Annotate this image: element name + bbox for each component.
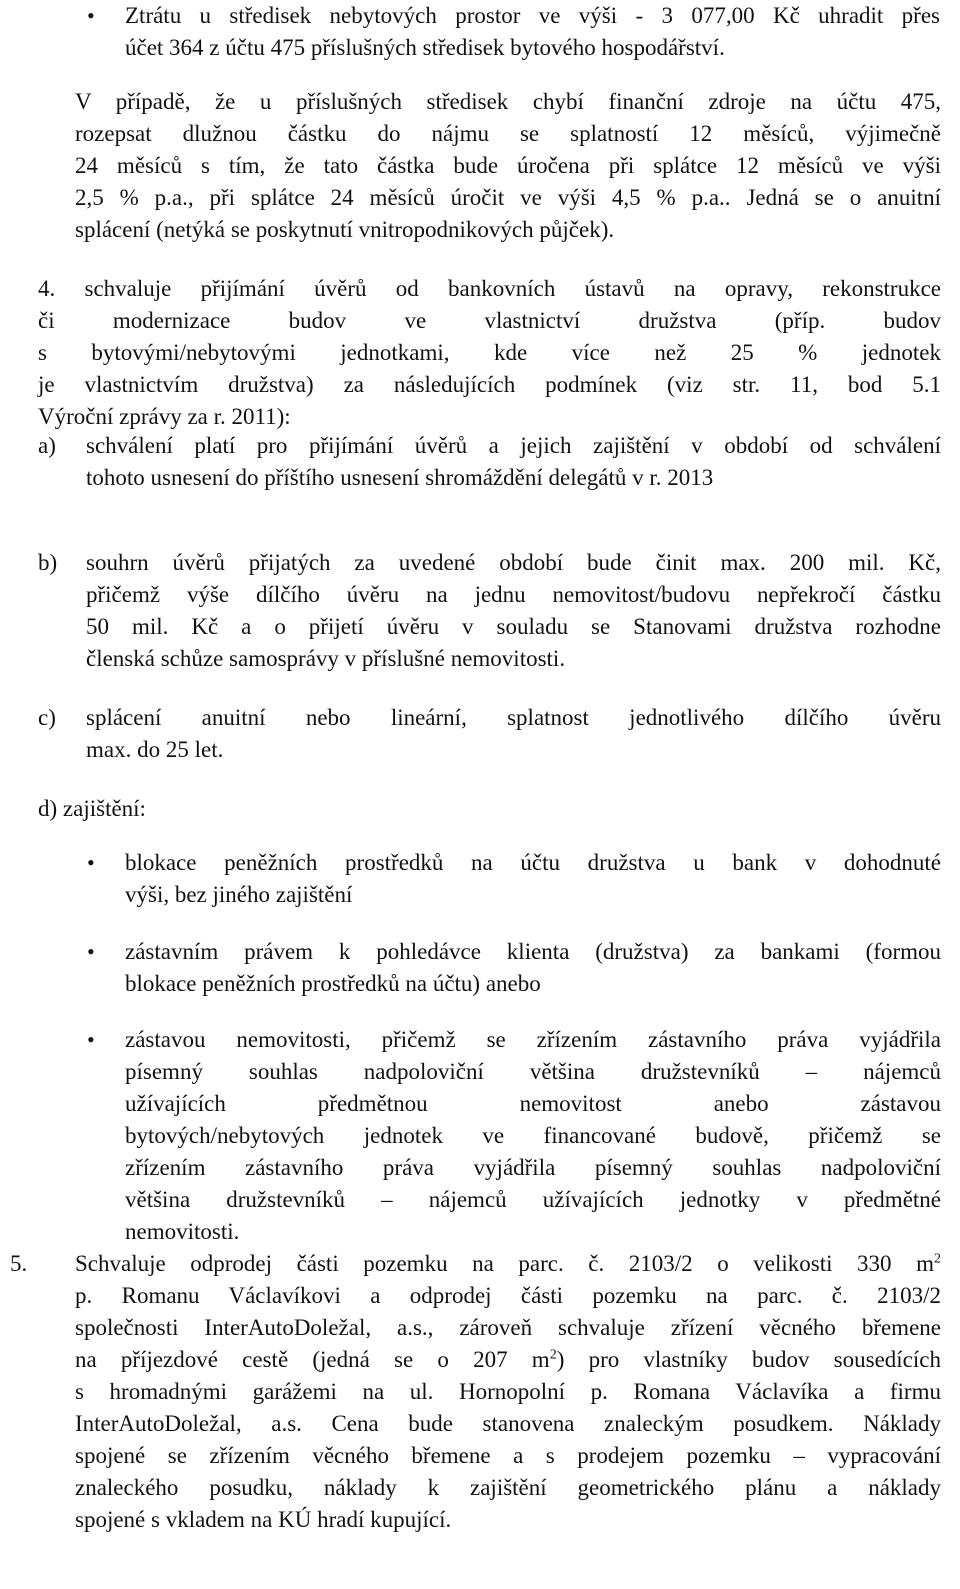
text-line: 2,5 % p.a., při splátce 24 měsíců úročit ve výši 4,5 % p.a.. Jedná se o anuitní <box>75 185 941 210</box>
text-line: tohoto usnesení do příštího usnesení shromáždění delegátů v r. 2013 <box>86 465 714 490</box>
text-line: členská schůze samosprávy v příslušné nemovitosti. <box>86 646 566 671</box>
text-line: společnosti InterAutoDoležal, a.s., zároveň schvaluje zřízení věcného břemene <box>75 1315 941 1340</box>
text-line: Výroční zprávy za r. 2011): <box>38 404 291 429</box>
d-bullet-1 <box>125 847 941 911</box>
text-line: účet 364 z účtu 475 příslušných středisek bytového hospodářství. <box>125 35 725 60</box>
text-line: max. do 25 let. <box>86 737 224 762</box>
text-line: s hromadnými garážemi na ul. Hornopolní p. Romana Václavíka a firmu <box>75 1379 941 1404</box>
item-text: schvaluje přijímání úvěrů od bankovních ústavů na opravy, rekonstrukce <box>84 276 941 301</box>
sub-a-label: a) <box>38 433 56 458</box>
superscript: 2 <box>549 1347 557 1363</box>
text-line: zástavním právem k pohledávce klienta (družstva) za bankami (formou <box>125 939 941 964</box>
text-line: je vlastnictvím družstva) za následujících podmínek (viz str. 11, bod 5.1 <box>38 372 941 397</box>
sub-c-label: c) <box>38 705 56 730</box>
d-bullet-3 <box>125 1024 941 1248</box>
superscript: 2 <box>934 1251 941 1267</box>
text-line: blokace peněžních prostředků na účtu družstva u bank v dohodnuté <box>125 850 941 875</box>
item-5-number: 5. <box>10 1251 28 1276</box>
text-line: zástavou nemovitosti, přičemž se zřízením zástavního práva vyjádřila <box>125 1027 941 1052</box>
text-line: nemovitosti. <box>125 1219 240 1244</box>
text-fragment: ) pro vlastníky budov sousedících <box>556 1347 941 1372</box>
text-line: 24 měsíců s tím, že tato částka bude úročena při splátce 12 měsíců ve výši <box>75 153 941 178</box>
bullet-marker: • <box>87 850 95 875</box>
text-line: spojené se zřízením věcného břemene a s prodejem pozemku – vypracování <box>75 1443 941 1468</box>
text-line: užívajících předmětnou nemovitost anebo zástavou <box>125 1091 941 1116</box>
bullet-marker: • <box>87 3 95 28</box>
text-line: 50 mil. Kč a o přijetí úvěru v souladu se Stanovami družstva rozhodne <box>86 614 941 639</box>
top-bullet-text <box>125 0 940 64</box>
sub-d-text: zajištění: <box>62 796 146 821</box>
sub-b-label: b) <box>38 550 58 575</box>
text-line: splácení (netýká se poskytnutí vnitropodnikových půjček). <box>75 217 615 242</box>
text-line: Ztrátu u středisek nebytových prostor ve výši - 3 077,00 Kč uhradit přes <box>125 3 940 28</box>
item-4 <box>38 273 941 433</box>
text-line: bytových/nebytových jednotek ve financované budově, přičemž se <box>125 1123 941 1148</box>
text-line: přičemž výše dílčího úvěru na jednu nemovitost/budovu nepřekročí částku <box>86 582 941 607</box>
text-line: písemný souhlas nadpoloviční většina družstevníků – nájemců <box>125 1059 941 1084</box>
text-line: většina družstevníků – nájemců užívajících jednotky v předmětné <box>125 1187 941 1212</box>
text-line <box>75 1248 941 1280</box>
text-line: zřízením zástavního práva vyjádřila písemný souhlas nadpoloviční <box>125 1155 941 1180</box>
text-fragment: na příjezdové cestě (jedná se o 207 m <box>75 1347 550 1372</box>
bullet-marker: • <box>87 939 95 964</box>
item-5-text <box>75 1248 941 1536</box>
text-line: V případě, že u příslušných středisek chybí finanční zdroje na účtu 475, <box>75 89 941 114</box>
sub-a-text <box>86 430 941 494</box>
sub-d-label: d) <box>38 796 58 821</box>
text-line: či modernizace budov ve vlastnictví družstva (příp. budov <box>38 308 941 333</box>
text-line: výši, bez jiného zajištění <box>125 882 353 907</box>
paragraph-financing <box>75 86 941 246</box>
item-number: 4. <box>38 276 56 301</box>
text-line: splácení anuitní nebo lineární, splatnost jednotlivého dílčího úvěru <box>86 705 941 730</box>
text-line <box>75 1344 941 1376</box>
text-line: InterAutoDoležal, a.s. Cena bude stanovena znaleckým posudkem. Náklady <box>75 1411 941 1436</box>
text-line: schválení platí pro přijímání úvěrů a jejich zajištění v období od schválení <box>86 433 941 458</box>
bullet-marker: • <box>87 1027 95 1052</box>
text-line: p. Romanu Václavíkovi a odprodej části pozemku na parc. č. 2103/2 <box>75 1283 941 1308</box>
d-bullet-2 <box>125 936 941 1000</box>
text-line: znaleckého posudku, náklady k zajištění geometrického plánu a náklady <box>75 1475 941 1500</box>
sub-d <box>38 793 146 825</box>
text-line: spojené s vkladem na KÚ hradí kupující. <box>75 1507 452 1532</box>
text-line: blokace peněžních prostředků na účtu) anebo <box>125 971 541 996</box>
text-line: rozepsat dlužnou částku do nájmu se splatností 12 měsíců, výjimečně <box>75 121 941 146</box>
sub-b-text <box>86 547 941 675</box>
text-line: souhrn úvěrů přijatých za uvedené období bude činit max. 200 mil. Kč, <box>86 550 941 575</box>
text-line <box>38 273 941 305</box>
text-line: s bytovými/nebytovými jednotkami, kde více než 25 % jednotek <box>38 340 941 365</box>
text-fragment: Schvaluje odprodej části pozemku na parc. č. 2103/2 o velikosti 330 m <box>75 1251 934 1276</box>
sub-c-text <box>86 702 941 766</box>
